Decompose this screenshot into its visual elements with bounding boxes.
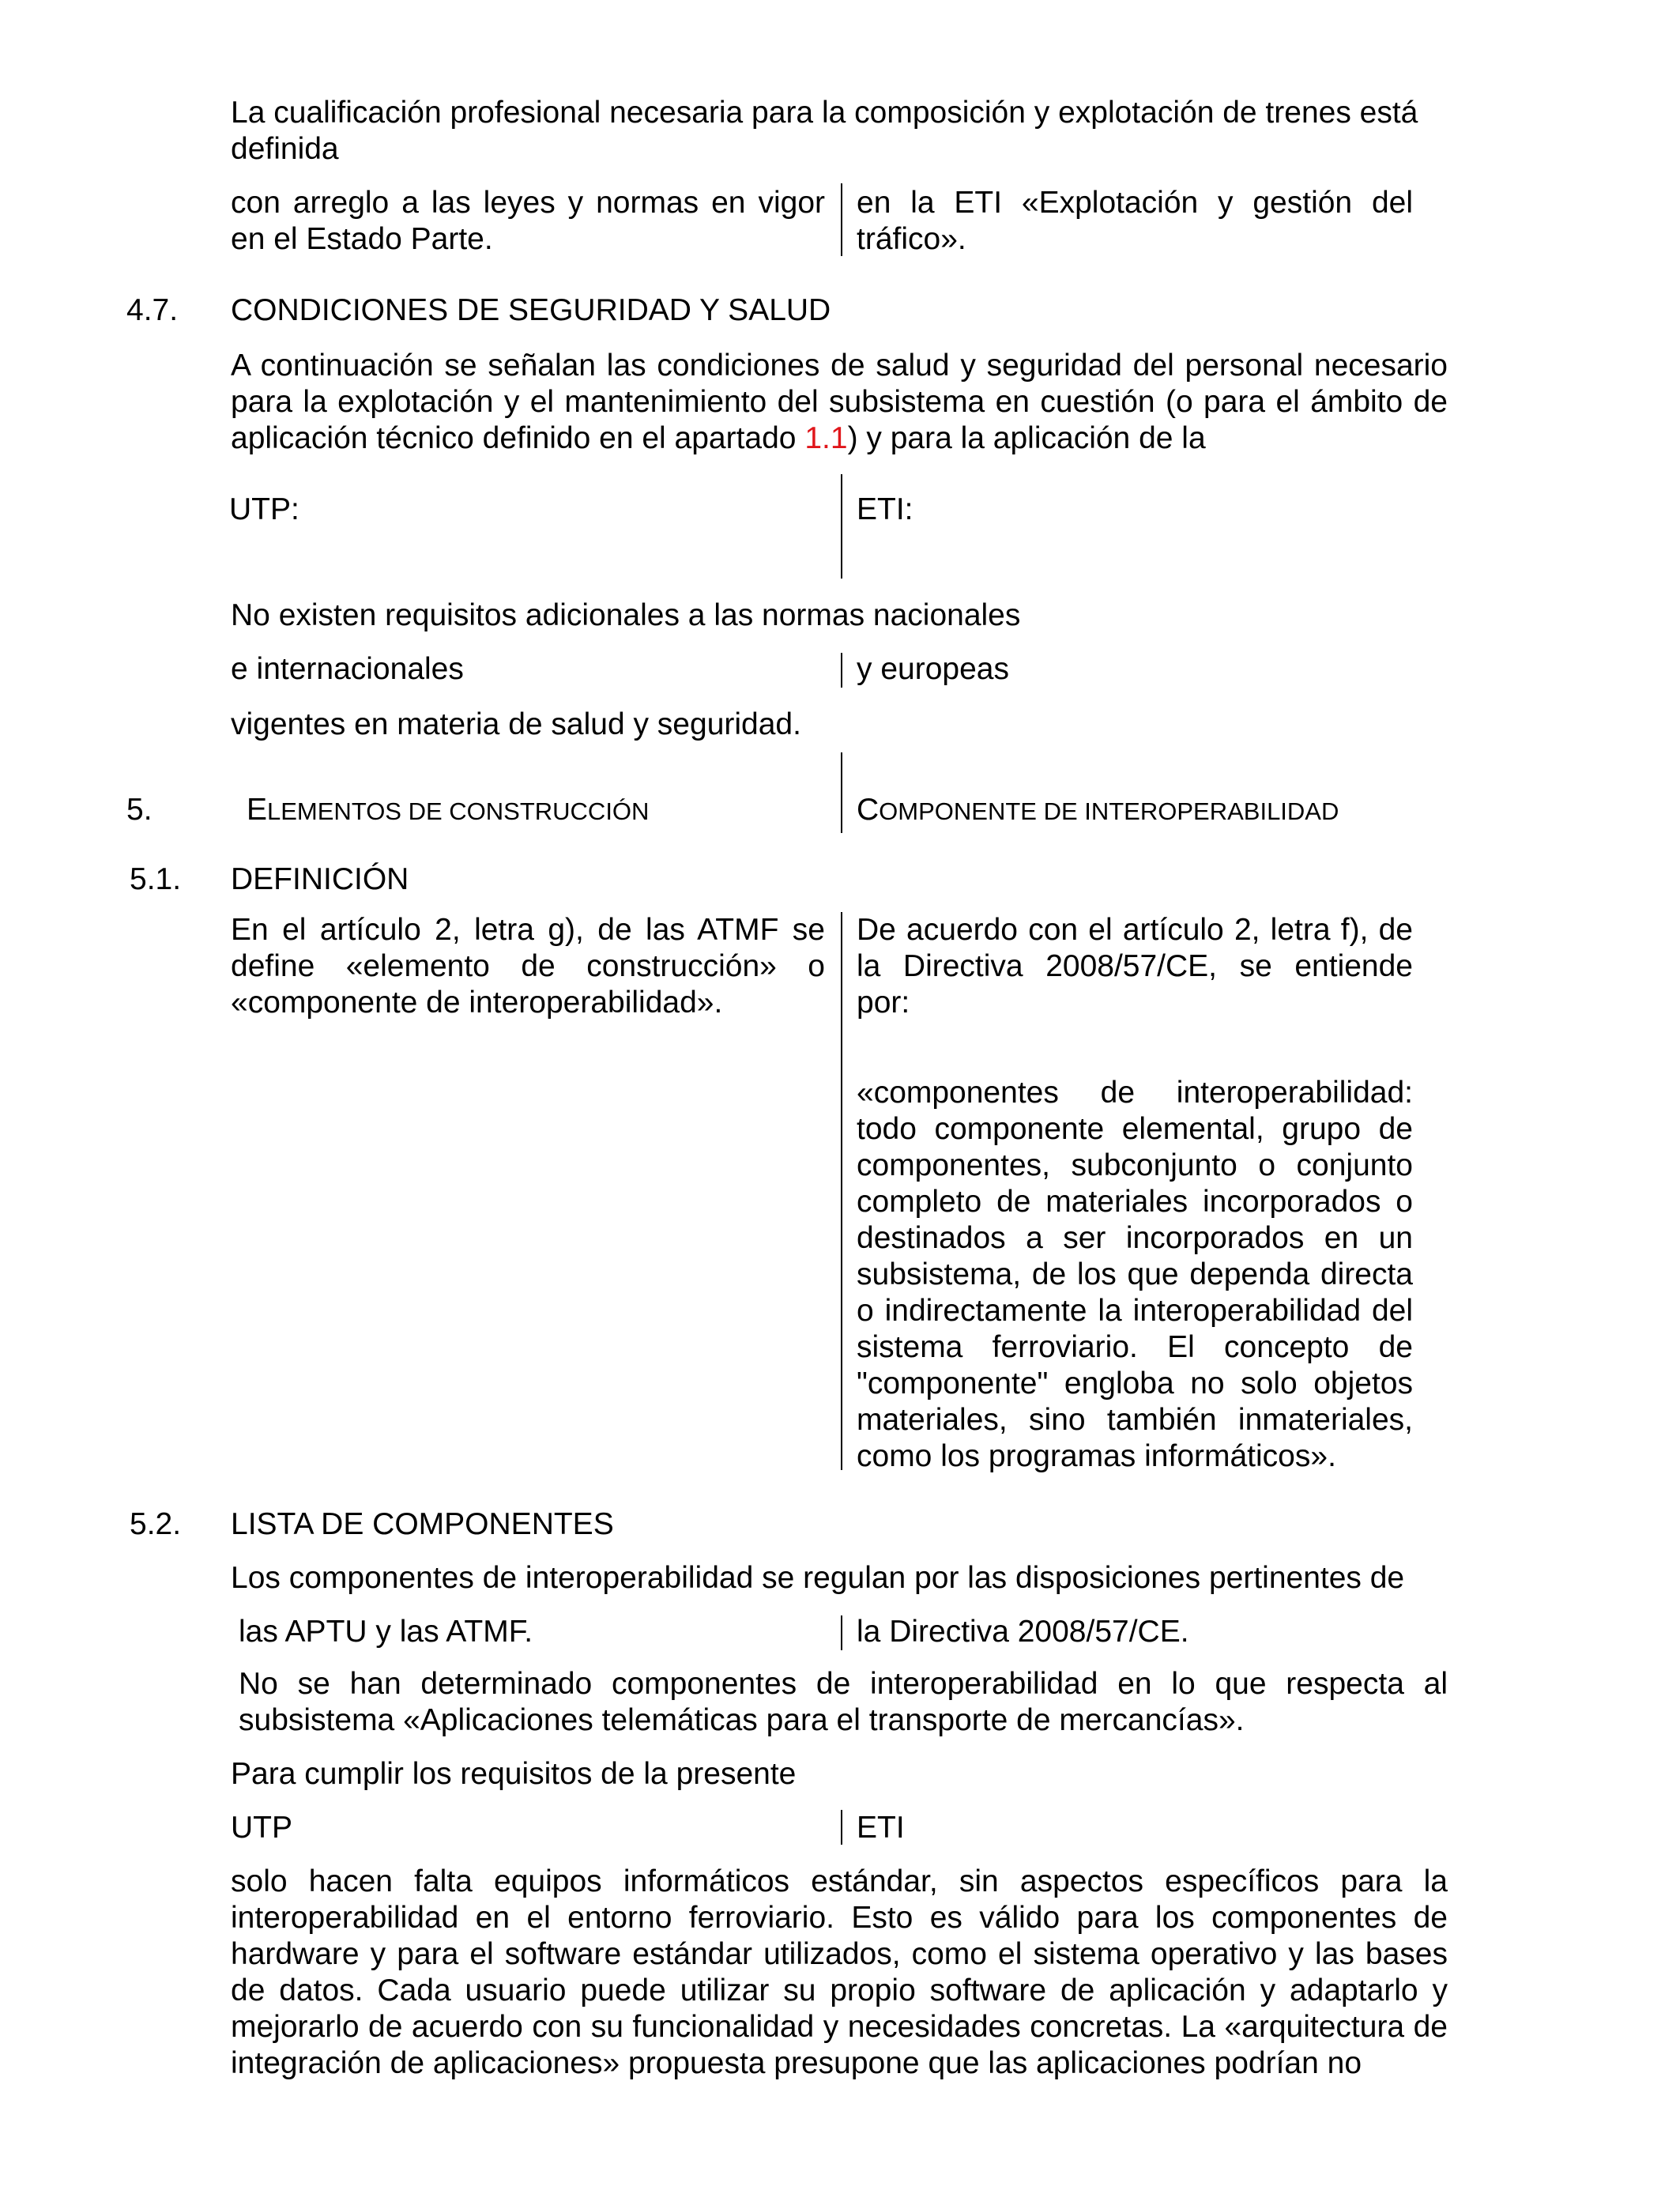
section-number: 4.7. <box>126 293 179 327</box>
intro-text: La cualificación profesional necesaria para la composición y explotación de trenes está <box>231 96 1418 130</box>
column-divider <box>841 653 842 688</box>
column-left-utp: UTP <box>231 1811 292 1845</box>
vigentes-text: vigentes en materia de salud y seguridad. <box>231 707 801 741</box>
norms-text: No existen requisitos adicionales a las normas nacionales <box>231 598 1021 632</box>
label-utp: UTP: <box>229 492 299 526</box>
column-left-utp: e internacionales <box>231 652 464 686</box>
intro-line <box>231 95 1448 131</box>
section-number: 5.2. <box>130 1507 182 1541</box>
section-heading: DEFINICIÓN <box>231 862 409 896</box>
cross-reference-link[interactable]: 1.1 <box>804 421 848 455</box>
section-heading: CONDICIONES DE SEGURIDAD Y SALUD <box>231 293 831 327</box>
final-paragraph: solo hacen falta equipos informáticos estándar, sin aspectos específicos para la interoperabilidad en el entorno ferroviario. Esto es válido para los componentes de hardware y para el software estándar utilizados, como el sistema operativo y las bases de datos. Cada usuario puede utilizar su propio software de aplicación y adaptarlo y mejorarlo de acuerdo con su funcionalidad y necesidades concretas. La «arquitectura de integración de aplicaciones» propuesta presupone que las aplicaciones podrían no <box>231 1864 1448 2080</box>
section-paragraph: No se han determinado componentes de interoperabilidad en lo que respecta al subsistema «Aplicaciones telemáticas para el transporte de mercancías». <box>239 1667 1448 1737</box>
intro-line-2 <box>231 131 1448 168</box>
column-divider <box>841 183 842 256</box>
paragraph-text: A continuación se señalan las condiciones de salud y seguridad del personal necesario para la explotación y el mantenimiento del subsistema en cuestión (o para el ámbito de aplicación técnico definido en el apartado <box>231 349 1448 455</box>
intro-text-2: definida <box>231 132 339 166</box>
column-divider <box>841 1810 842 1845</box>
heading-rest: OMPONENTE DE INTEROPERABILIDAD <box>879 797 1339 825</box>
section-number: 5. <box>126 793 153 827</box>
column-right-eti: y europeas <box>857 652 1009 686</box>
column-left-utp: con arreglo a las leyes y normas en vigor en el Estado Parte. <box>231 186 825 256</box>
section-heading-eti <box>857 792 1339 830</box>
column-divider <box>841 752 842 833</box>
column-right-eti: ETI <box>857 1811 905 1845</box>
paragraph-text-end: ) y para la aplicación de la <box>847 421 1206 455</box>
section-heading-utp <box>247 792 649 830</box>
column-left-utp: En el artículo 2, letra g), de las ATMF se define «elemento de construcción» o «componente de interoperabilidad». <box>231 913 825 1020</box>
column-right-eti: De acuerdo con el artículo 2, letra f), de la Directiva 2008/57/CE, se entiende por: <box>857 913 1413 1020</box>
section-paragraph: Para cumplir los requisitos de la presente <box>231 1757 797 1791</box>
column-divider <box>841 1615 842 1650</box>
section-number: 5.1. <box>130 862 182 896</box>
section-paragraph <box>231 348 1448 457</box>
heading-initial: E <box>247 793 268 827</box>
section-heading: LISTA DE COMPONENTES <box>231 1507 614 1541</box>
section-paragraph: Los componentes de interoperabilidad se regulan por las disposiciones pertinentes de <box>231 1561 1405 1595</box>
column-divider <box>841 912 842 1470</box>
heading-initial: C <box>857 793 880 827</box>
column-right-eti-definition: «componentes de interoperabilidad: todo componente elemental, grupo de componentes, subconjunto o conjunto completo de materiales incorporados o destinados a ser incorporados en un subsistema, de los que dependa directa o indirectamente la interoperabilidad del sistema ferroviario. El concepto de "componente" engloba no solo objetos materiales, sino también inmateriales, como los programas informáticos». <box>857 1076 1413 1473</box>
column-right-eti: la Directiva 2008/57/CE. <box>857 1615 1189 1649</box>
column-divider <box>841 474 842 579</box>
column-right-eti: en la ETI «Explotación y gestión del tráfico». <box>857 186 1413 256</box>
column-left-utp: las APTU y las ATMF. <box>239 1615 533 1649</box>
heading-rest: LEMENTOS DE CONSTRUCCIÓN <box>267 797 650 825</box>
label-eti: ETI: <box>857 492 913 526</box>
